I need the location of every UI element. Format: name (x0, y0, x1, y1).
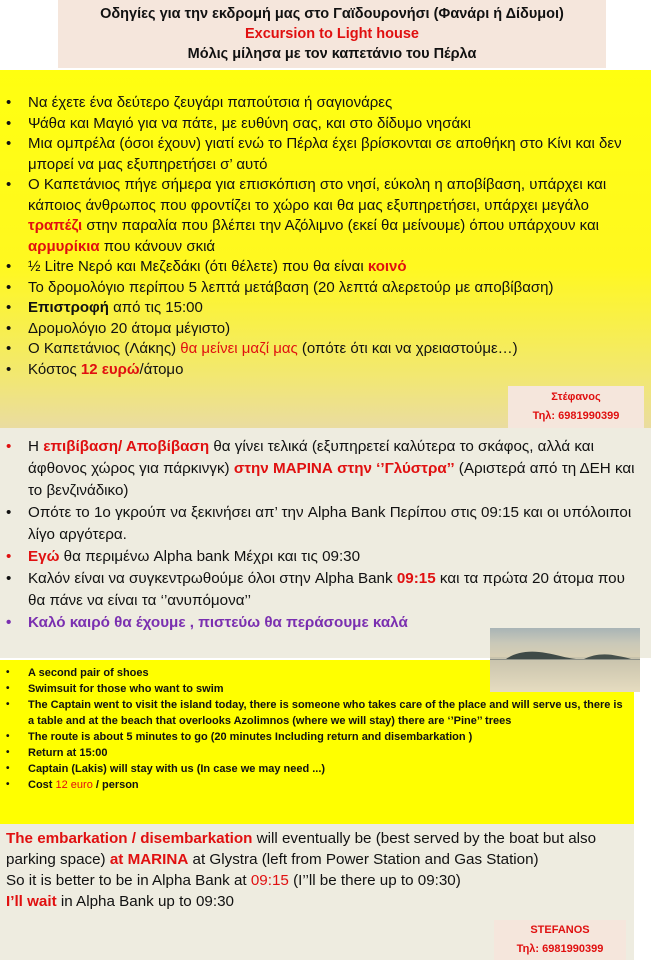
paragraph-waiting: I’ll wait in Alpha Bank up to 09:30 (6, 893, 234, 910)
list-item: • Εγώ θα περιμένω Alpha bank Μέχρι και τις 09:30 (0, 546, 641, 568)
contact-phone: Τηλ: 6981990399 (532, 410, 620, 422)
list-item: • The Captain went to visit the island today, there is someone who takes care of the place and will serve us, there is a table and at the beach that overlooks Azolimnos (where we will stay) there are ‘’Pine’’ trees (0, 697, 624, 729)
list-item: • The route is about 5 minutes to go (20 minutes Including return and disembarkation ) (0, 729, 624, 745)
contact-name: STEFANOS (530, 924, 590, 936)
contact-box-english (494, 920, 626, 960)
list-item: • A second pair of shoes (0, 665, 624, 681)
list-item: • Cost 12 euro / person (0, 777, 624, 793)
greek-instructions-panel (0, 70, 651, 428)
list-item: • Οπότε το 1ο γκρούπ να ξεκινήσει απ’ την Alpha Bank Περίπου στις 09:15 και οι υπόλοιποι λίγο αργότερα. (0, 502, 641, 546)
paragraph-embarkation: The embarkation / disembarkation will eventually be (best served by the boat but also parking space) at MARINA at Glystra (left from Power Station and Gas Station) (6, 830, 597, 868)
list-item: • Καλό καιρό θα έχουμε , πιστεύω θα περάσουμε καλά (0, 612, 641, 634)
list-item: • Καλόν είναι να συγκεντρωθούμε όλοι στην Alpha Bank 09:15 και τα πρώτα 20 άτομα που θα πάνε να είναι τα ‘’ανυπόμονα’’ (0, 568, 641, 612)
list-item: • Return at 15:00 (0, 745, 624, 761)
list-item: • Ο Καπετάνιος πήγε σήμερα για επισκόπιση στο νησί, εύκολη η αποβίβαση, υπάρχει και κάποιος άνθρωπος που φροντίζει το χώρο και θα μας εξυπηρετήσει, υπάρχει μεγάλο τραπέζι στην παραλία που βλέπει την Αζόλιμνο (εκεί θα μείνουμε) όπου υπάρχουν και αρμυρίκια που κάνουν σκιά (0, 175, 643, 257)
list-item: • Swimsuit for those who want to swim (0, 681, 624, 697)
contact-phone: Τηλ: 6981990399 (516, 943, 604, 955)
list-item: • Επιστροφή από τις 15:00 (0, 298, 643, 319)
greek-boarding-panel (0, 428, 651, 658)
list-item: • Να έχετε ένα δεύτερο ζευγάρι παπούτσια ή σαγιονάρες (0, 93, 643, 114)
list-item: • Το δρομολόγιο περίπου 5 λεπτά μετάβαση (20 λεπτά αλερετούρ με αποβίβαση) (0, 278, 643, 299)
title-english: Excursion to Light house (244, 26, 419, 42)
english-boarding-text (0, 824, 634, 912)
list-item: • Δρομολόγιο 20 άτομα μέγιστο) (0, 319, 643, 340)
contact-box-greek (508, 386, 644, 428)
island-illustration (490, 628, 640, 692)
paragraph-meeting-time: So it is better to be in Alpha Bank at 09:15 (I’’ll be there up to 09:30) (6, 872, 461, 889)
list-item: • Ο Καπετάνιος (Λάκης) θα μείνει μαζί μας (οπότε ότι και να χρειαστούμε…) (0, 339, 643, 360)
greek-boarding-list (0, 428, 651, 634)
island-photo (490, 628, 640, 692)
list-item: • Κόστος 12 ευρώ/άτομο (0, 360, 643, 381)
contact-name: Στέφανος (551, 391, 601, 403)
list-item: • ½ Litre Νερό και Μεζεδάκι (ότι θέλετε) που θα είναι κοινό (0, 257, 643, 278)
list-item: • Captain (Lakis) will stay with us (In case we may need ...) (0, 761, 624, 777)
title-box (58, 0, 606, 68)
title-greek: Οδηγίες για την εκδρομή μας στο Γαϊδουρονήσι (Φανάρι ή Δίδυμοι) (100, 6, 564, 22)
list-item: • Ψάθα και Μαγιό για να πάτε, με ευθύνη σας, και στο δίδυμο νησάκι (0, 114, 643, 135)
list-item: • Η επιβίβαση/ Αποβίβαση θα γίνει τελικά (εξυπηρετεί καλύτερα το σκάφος, αλλά και άφθονος χώρος για πάρκινγκ) στην ΜΑΡΙΝΑ στην ‘’Γλύστρα’’ (Αριστερά από τη ΔΕΗ και το βενζινάδικο) (0, 436, 641, 502)
list-item: • Μια ομπρέλα (όσοι έχουν) γιατί ενώ το Πέρλα έχει βρίσκονται σε αποθήκη στο Κίνι και δεν μπορεί να μας εξυπηρετήσει σ’ αυτό (0, 134, 643, 175)
subtitle-greek: Μόλις μίλησα με τον καπετάνιο του Πέρλα (187, 46, 477, 62)
greek-instructions-list (0, 70, 651, 380)
